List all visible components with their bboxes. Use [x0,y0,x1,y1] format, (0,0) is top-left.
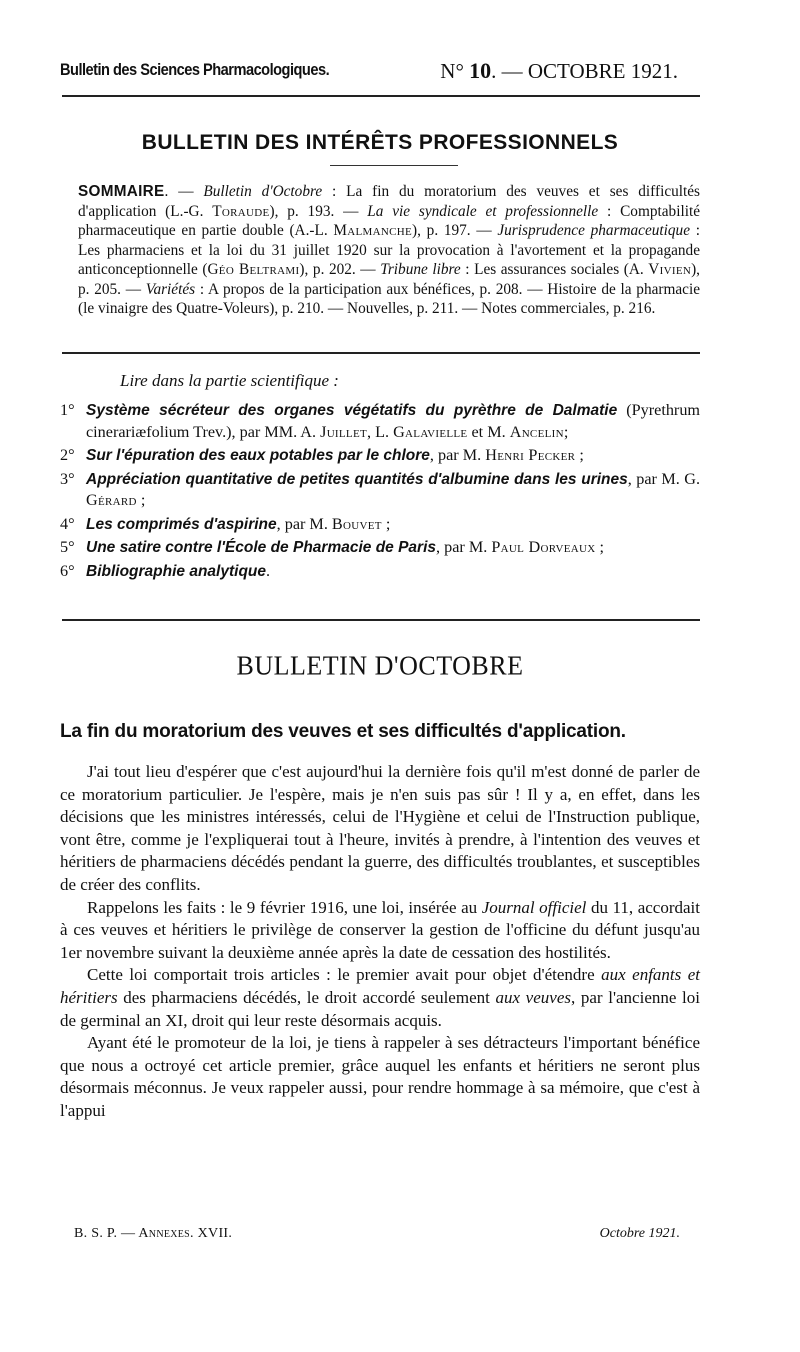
section-title: BULLETIN DES INTÉRÊTS PROFESSIONNELS [141,131,619,154]
issue-date: . — OCTOBRE 1921. [491,59,678,83]
list-item [60,561,700,583]
item-number: 2° [60,446,75,464]
issue-number [440,58,678,84]
item-author: Juillet [320,422,367,441]
sommaire-rubric: Variétés [145,280,196,298]
footer-left: B. S. P. — Annexes. XVII. [74,1226,233,1241]
scientific-part-heading: Lire dans la partie scientifique : [120,371,339,390]
sommaire-text: : Les assurances sociales (A. [460,261,649,278]
item-text: ; [575,446,584,464]
bulletin-title: BULLETIN D'OCTOBRE [236,650,524,681]
list-rule [62,619,700,621]
sommaire-text: : Comptabilité pharmaceutique en partie double (A.-L. [78,202,700,239]
article-body [60,761,700,1123]
paragraph: J'ai tout lieu d'espérer que c'est aujourd'hui la dernière fois qu'il m'est donné de parler de ce moratorium particulier. Je l'espère, mais je n'en suis pas sûr ! Il y a, en effet, dans les décisions que les ministres intéressés, celui de l'Hygiène et celui de l'Instruction publique, vont être, comme je l'expliquerai tout à l'heure, invités à prendre, à l'intention des veuves et héritiers de pharmaciens décédés pendant la guerre, des difficultés troublantes, et susceptibles de créer des conflits. [60,762,700,894]
article-title: Système sécréteur des organes végétatifs du pyrèthre de Dalmatie [86,402,618,419]
emphasis: aux enfants et héritiers [60,965,700,1007]
item-author: Bouvet [331,514,382,533]
sommaire-author: Vivien [648,261,692,278]
sommaire-text: . — [164,183,204,200]
item-number: 3° [60,469,75,488]
page-footer [74,1226,680,1246]
sommaire-text: : Les pharmaciens et la loi du 31 juillet 1920 sur la provocation à l'avortement et la propagande anticonceptionnelle ( [78,222,700,278]
sommaire-text: ), p. 205. — [78,261,700,298]
sommaire-text: : La fin du moratorium des veuves et ses difficultés d'application (L.-G. [78,183,700,220]
sommaire-text: ), p. 202. — [299,261,381,278]
scientific-article-list [60,400,700,584]
list-item [60,469,700,512]
item-text: . [266,561,271,580]
list-item [60,514,700,536]
list-item [60,445,700,467]
sommaire [78,182,700,319]
item-author: Gérard [86,491,137,509]
article-heading: La fin du moratorium des veuves et ses difficultés d'application. [60,721,626,742]
emphasis: aux veuves [495,987,571,1007]
item-text: ; [136,491,146,509]
footer-right [600,1226,680,1242]
item-text: , L. [366,422,394,441]
issue-number-value: 10 [469,58,492,83]
article-title: Sur l'épuration des eaux potables par le chlore [86,447,430,464]
paragraph-text: Cette loi comportait trois articles : le premier avait pour objet d'étendre [87,965,602,985]
sommaire-text: ), p. 197. — [412,222,498,239]
sommaire-author: Géo Beltrami [207,261,300,278]
item-number: 5° [60,538,75,556]
item-text: , par M. [429,446,486,464]
item-text: (Pyrethrum cinerariæfolium Trev.), par MM. A. [86,401,700,441]
article-title: Bibliographie analytique [86,562,266,580]
section-divider [330,165,458,166]
page [60,58,701,1241]
sommaire-rule [62,352,700,354]
item-text: ; [595,538,605,556]
sommaire-rubric: Tribune libre [380,261,461,278]
sommaire-rubric: Bulletin d'Octobre [203,183,323,200]
paragraph-text: Rappelons les faits : le 9 février 1916, une loi, insérée au [87,897,482,917]
paragraph [60,964,700,1032]
paragraph-text: des pharmaciens décédés, le droit accordé seulement [117,987,496,1007]
sommaire-author: Toraude [212,202,270,220]
sommaire-text: : A propos de la participation aux bénéfices, p. 208. — Histoire de la pharmacie (le vinaigre des Quatre-Voleurs), p. 210. — Nouvelles, p. 211. — Notes commerciales, p. 216. [78,280,701,317]
item-text: , par M. [276,514,332,533]
running-head [60,58,700,88]
paragraph [60,897,700,965]
article-title: Une satire contre l'École de Pharmacie de Paris [86,539,437,556]
header-rule [62,95,700,97]
item-author: Henri Pecker [485,446,576,464]
footer-date: Octobre 1921. [599,1226,680,1241]
sommaire-text: ), p. 193. — [269,202,368,220]
item-number: 1° [60,401,75,419]
item-text: et M. [467,422,510,441]
list-item [60,537,700,559]
item-author: Galavielle [393,422,468,441]
journal-reference: Journal officiel [481,897,587,917]
article-title: Appréciation quantitative de petites quantités d'albumine dans les urines [86,470,628,488]
sommaire-label: SOMMAIRE [78,183,165,200]
item-text: , par M. [436,538,492,556]
item-number: 6° [60,561,75,580]
article-title: Les comprimés d'aspirine [86,515,277,533]
sommaire-author: Malmanche [333,222,413,239]
item-text: , par M. G. [627,469,700,488]
item-author: Paul Dorveaux [491,538,596,556]
item-text: ; [381,514,391,533]
item-text: ; [563,422,569,441]
paragraph-text: du 11, accordait à ces veuves et héritiers le privilège de conserver la gestion de l'officine du défunt jusqu'au 1er novembre suivant la deuxième année après la date de cessation des hostilités. [60,897,701,962]
item-author: Ancelin [509,422,564,441]
sommaire-rubric: La vie syndicale et professionnelle [367,202,599,220]
paragraph-text: , par l'ancienne loi de germinal an XI, droit qui leur reste désormais acquis. [60,987,700,1030]
paragraph: Ayant été le promoteur de la loi, je tiens à rappeler à ses détracteurs l'important bénéfice que nous a octroyé cet article premier, grâce auquel les enfants et héritiers ne seront plus désormais méconnus. Je veux rappeler aussi, pour rendre hommage à sa mémoire, que c'est à l'appui [60,1033,700,1120]
issue-number-prefix: N° [440,59,470,83]
journal-name: Bulletin des Sciences Pharmacologiques. [60,60,330,79]
sommaire-rubric: Jurisprudence pharmaceutique [497,222,690,239]
list-item [60,400,700,443]
item-number: 4° [60,514,75,533]
